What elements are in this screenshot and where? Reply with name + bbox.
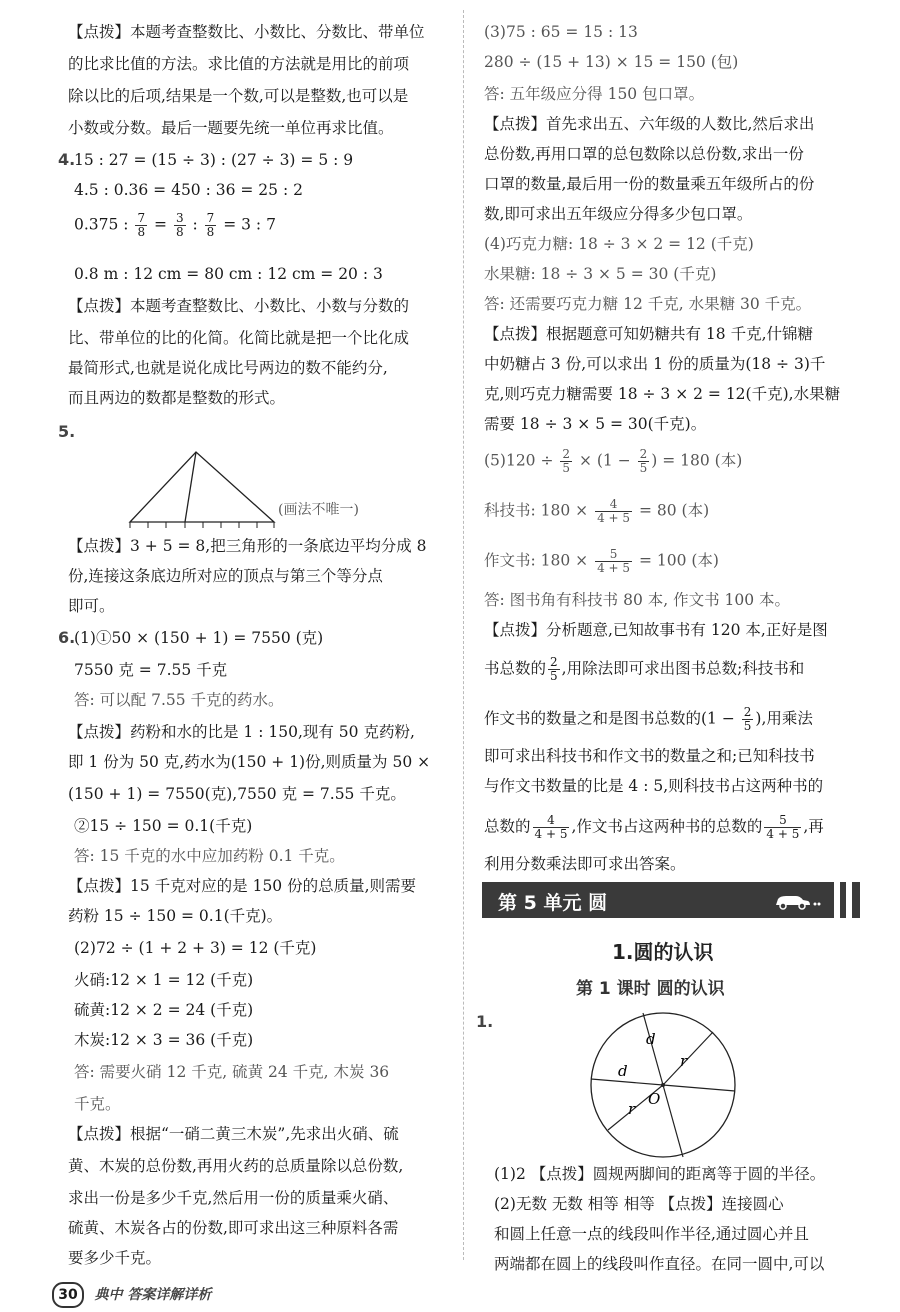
text-line: 【点拨】3 + 5 = 8,把三角形的一条底边平均分成 8 — [68, 537, 427, 555]
text-line: 比、带单位的比的化简。化简比就是把一个比化成 — [68, 329, 410, 347]
math-line: 水果糖: 18 ÷ 3 × 5 = 30 (千克) — [484, 265, 717, 283]
text-line: 求出一份是多少千克,然后用一份的质量乘火硝、 — [68, 1189, 399, 1207]
math-line: 4.5 : 0.36 = 450 : 36 = 25 : 2 — [74, 181, 303, 199]
text-line: 【点拨】根据题意可知奶糖共有 18 千克,什锦糖 — [484, 325, 814, 343]
unit-header-bar — [482, 882, 860, 918]
text-line: 最简形式,也就是说化成比号两边的数不能约分, — [68, 359, 388, 377]
question-number: 6. — [58, 628, 76, 647]
math-line: 木炭:12 × 3 = 36 (千克) — [74, 1031, 254, 1049]
math-line: (5)120 ÷ $\frac{2}{5}$ × (1 − $\frac{2}{5}$ ) = 180 (本) — [484, 447, 743, 475]
unit-title: 第 5 单元 圆 — [498, 892, 608, 914]
answer-line: 答: 还需要巧克力糖 12 千克, 水果糖 30 千克。 — [484, 295, 812, 313]
answer-line: 答: 五年级应分得 150 包口罩。 — [484, 85, 705, 103]
fraction: $\frac{7}{8}$ — [137, 211, 146, 239]
text-line: 而且两边的数都是整数的形式。 — [68, 389, 286, 407]
text-line: 【点拨】药粉和水的比是 1 : 150,现有 50 克药粉, — [68, 723, 415, 741]
text-line: 总份数,再用口罩的总包数除以总份数,求出一份 — [484, 145, 804, 163]
lesson-title: 第 1 课时 圆的认识 — [576, 979, 725, 999]
section-title: 1.圆的认识 — [612, 940, 714, 964]
fraction: $\frac{7}{8}$ — [206, 211, 215, 239]
label-r: r — [680, 1052, 688, 1070]
fraction: $\frac{2}{5}$ — [562, 447, 571, 475]
text-line: 要多少千克。 — [68, 1249, 162, 1267]
text-line: 克,则巧克力糖需要 18 ÷ 3 × 2 = 12(千克),水果糖 — [484, 385, 841, 403]
text-line: (150 + 1) = 7550(克),7550 克 = 7.55 千克。 — [68, 785, 406, 803]
drawing-note: (画法不唯一) — [278, 502, 359, 518]
text-line: 【点拨】分析题意,已知故事书有 120 本,正好是图 — [484, 621, 828, 639]
math-line: (1)①50 × (150 + 1) = 7550 (克) — [74, 629, 324, 647]
bar-stripe — [846, 882, 852, 918]
text-line: 黄、木炭的总份数,再用火药的总质量除以总份数, — [68, 1157, 404, 1175]
math-line: 火硝:12 × 1 = 12 (千克) — [74, 971, 254, 989]
fraction: $\frac{2}{5}$ — [743, 705, 752, 733]
text-line: 的比求比值的方法。求比值的方法就是用比的前项 — [68, 55, 410, 73]
math-line: 280 ÷ (15 + 13) × 15 = 150 (包) — [484, 53, 739, 71]
column-divider — [463, 10, 464, 1260]
footer-label: 典中 答案详解详析 — [94, 1287, 212, 1303]
math-line: ②15 ÷ 150 = 0.1(千克) — [74, 817, 253, 835]
math-line: (2)72 ÷ (1 + 2 + 3) = 12 (千克) — [74, 939, 317, 957]
text-line: 即可。 — [68, 597, 115, 615]
math-line: (3)75 : 65 = 15 : 13 — [484, 23, 638, 41]
page-footer — [52, 1282, 211, 1308]
circle-figure — [588, 1010, 738, 1160]
triangle-outline — [130, 452, 274, 522]
text-line: 两端都在圆上的线段叫作直径。在同一圆中,可以 — [494, 1255, 825, 1273]
text-line: 利用分数乘法即可求出答案。 — [484, 855, 686, 873]
math-line: 0.375 : $\frac{7}{8}$ = $\frac{3}{8}$ : $\frac{7}{8}$ = 3 : 7 — [74, 211, 276, 239]
text-line: 作文书的数量之和是图书总数的(1 − $\frac{2}{5}$ ),用乘法 — [484, 705, 813, 733]
diameter-line — [643, 1013, 663, 1085]
text-line: 总数的 $\frac{4}{4 + 5}$ ,作文书占这两种书的总数的 $\frac{5}{4 + 5}$ ,再 — [484, 813, 824, 841]
text-line: 份,连接这条底边所对应的顶点与第三个等分点 — [68, 567, 383, 585]
text-line: 【点拨】根据“一硝二黄三木炭”,先求出火硝、硫 — [68, 1125, 399, 1143]
math-line: 7550 克 = 7.55 千克 — [74, 661, 228, 679]
text-line: 【点拨】首先求出五、六年级的人数比,然后求出 — [484, 115, 815, 133]
math-line: 硫黄:12 × 2 = 24 (千克) — [74, 1001, 254, 1019]
question-number: 5. — [58, 422, 76, 441]
text-line: 口罩的数量,最后用一份的数量乘五年级所占的份 — [484, 175, 815, 193]
radius-line — [663, 1032, 713, 1085]
center-point — [661, 1083, 665, 1087]
question-number: 4. — [58, 150, 76, 169]
fraction: $\frac{2}{5}$ — [550, 655, 558, 683]
math-line: 0.8 m : 12 cm = 80 cm : 12 cm = 20 : 3 — [74, 265, 383, 283]
question-number: 1. — [476, 1012, 494, 1031]
answer-line: 答: 15 千克的水中应加药粉 0.1 千克。 — [74, 847, 345, 865]
math-line: 科技书: 180 × $\frac{4}{4 + 5}$ = 80 (本) — [484, 497, 710, 525]
fraction: $\frac{3}{8}$ — [175, 211, 184, 239]
triangle-figure — [128, 448, 288, 528]
text-line: 和圆上任意一点的线段叫作半径,通过圆心并且 — [494, 1225, 809, 1243]
label-d: d — [646, 1030, 656, 1048]
text-line: 【点拨】15 千克对应的是 150 份的总质量,则需要 — [68, 877, 417, 895]
fraction: $\frac{4}{4 + 5}$ — [597, 497, 631, 525]
answer-line: 答: 需要火硝 12 千克, 硫黄 24 千克, 木炭 36 — [74, 1063, 390, 1081]
math-line: (4)巧克力糖: 18 ÷ 3 × 2 = 12 (千克) — [484, 235, 754, 253]
bar-stripe — [834, 882, 840, 918]
text-line: 【点拨】本题考查整数比、小数比、分数比、带单位 — [68, 23, 425, 41]
label-d: d — [618, 1062, 628, 1080]
text-line: 小数或分数。最后一题要先统一单位再求比值。 — [68, 119, 394, 137]
math-line: 作文书: 180 × $\frac{5}{4 + 5}$ = 100 (本) — [484, 547, 719, 575]
fraction: $\frac{4}{4 + 5}$ — [534, 813, 568, 841]
text-line: (1)2 【点拨】圆规两脚间的距离等于圆的半径。 — [494, 1165, 826, 1183]
text-line: 【点拨】本题考查整数比、小数比、小数与分数的 — [68, 297, 410, 315]
text-line: 数,即可求出五年级应分得多少包口罩。 — [484, 205, 753, 223]
fraction: $\frac{5}{4 + 5}$ — [597, 547, 631, 575]
text-line: 需要 18 ÷ 3 × 5 = 30(千克)。 — [484, 415, 707, 433]
label-o: O — [648, 1090, 661, 1108]
text-line: 除以比的后项,结果是一个数,可以是整数,也可以是 — [68, 87, 409, 105]
text-line: 药粉 15 ÷ 150 = 0.1(千克)。 — [68, 907, 283, 925]
page-number: 30 — [52, 1282, 84, 1308]
answer-line: 答: 图书角有科技书 80 本, 作文书 100 本。 — [484, 591, 791, 609]
text-line: 书总数的 $\frac{2}{5}$ ,用除法即可求出图书总数;科技书和 — [484, 655, 805, 683]
text-line: 硫黄、木炭各占的份数,即可求出这三种原料各需 — [68, 1219, 399, 1237]
text-line: 中奶糖占 3 份,可以求出 1 份的质量为(18 ÷ 3)千 — [484, 355, 826, 373]
text-line: 即 1 份为 50 克,药水为(150 + 1)份,则质量为 50 × — [68, 753, 431, 771]
text-line: 即可求出科技书和作文书的数量之和;已知科技书 — [484, 747, 815, 765]
text-line: 与作文书数量的比是 4 : 5,则科技书占这两种书的 — [484, 777, 824, 795]
label-r: r — [628, 1100, 636, 1118]
math-line: 15 : 27 = (15 ÷ 3) : (27 ÷ 3) = 5 : 9 — [74, 151, 354, 169]
car-icon — [772, 892, 822, 910]
fraction: $\frac{5}{4 + 5}$ — [766, 813, 800, 841]
answer-line: 千克。 — [74, 1095, 121, 1113]
fraction: $\frac{2}{5}$ — [639, 447, 648, 475]
text-line: (2)无数 无数 相等 相等 【点拨】连接圆心 — [494, 1195, 784, 1213]
answer-line: 答: 可以配 7.55 千克的药水。 — [74, 691, 284, 709]
